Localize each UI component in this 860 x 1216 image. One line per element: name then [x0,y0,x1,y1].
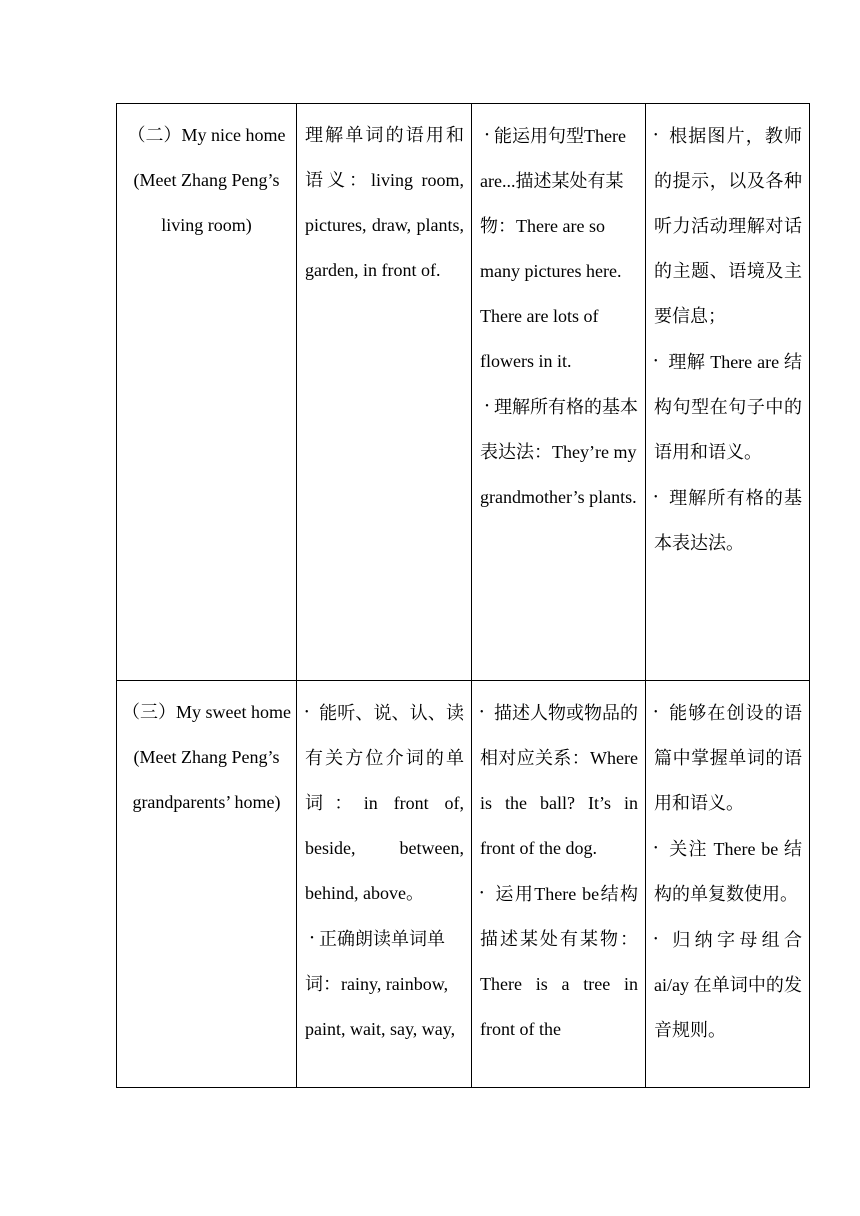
bullet-icon: • [654,934,658,945]
bullet-icon: • [480,888,484,899]
objective-item [480,384,638,520]
objective-item [654,475,802,566]
objective-text: 描述人物或物品的相对应关系：Where is the ball? It’s in front of the dog. [480,703,638,858]
lesson-title-cell [117,681,297,1088]
table-row [117,104,810,681]
objective-text: 能运用句型There are...描述某处有某物：There are so many pictures here. There are lots of flowers in it. [480,126,626,371]
objective-text: 理解 There are 结构句型在句子中的语用和语义。 [654,352,802,462]
bullet-icon: • [654,130,658,141]
objective-text: 理解所有格的基本表达法：They’re my grandmother’s plants. [480,397,638,507]
bullet-icon: • [305,707,309,718]
objective-text: 运用There be结构描述某处有某物：There is a tree in front of the [480,884,638,1039]
objective-text: 正确朗读单词单词：rainy, rainbow, paint, wait, say, way, [305,929,456,1039]
sentence-objectives-cell [472,681,646,1088]
bullet-icon: • [654,492,658,503]
objective-item [654,339,802,475]
objective-text: 能够在创设的语篇中掌握单词的语用和语义。 [654,703,802,813]
objective-item [654,690,802,826]
bullet-icon: • [654,356,658,367]
lesson-title-cell [117,104,297,681]
objective-text: 关注 There be 结构的单复数使用。 [654,839,802,904]
objective-item [305,916,464,1052]
lesson-title: （二）My nice home [127,125,286,145]
objective-item [305,690,464,916]
vocabulary-objectives-cell [297,104,472,681]
teaching-goals-cell [646,681,810,1088]
objective-item [480,690,638,871]
lesson-subtitle: (Meet Zhang Peng’s grandparents’ home) [132,747,281,812]
bullet-icon: • [485,401,489,412]
objective-text: 能听、说、认、读有关方位介词的单词：in front of, beside, between, behind, above。 [305,703,464,903]
bullet-icon: • [654,707,658,718]
bullet-icon: • [480,707,484,718]
objective-text: 根据图片，教师的提示，以及各种听力活动理解对话的主题、语境及主要信息； [654,126,802,326]
objective-item [480,871,638,1052]
lesson-title: （三）My sweet home [122,702,291,722]
objective-text: 理解所有格的基本表达法。 [654,488,802,553]
lesson-plan-table [116,103,810,1088]
lesson-subtitle: (Meet Zhang Peng’s living room) [133,170,280,235]
table-row [117,681,810,1088]
objective-text: 归纳字母组合 ai/ay 在单词中的发音规则。 [654,930,802,1040]
bullet-icon: • [654,843,658,854]
objective-item [654,917,802,1053]
objective-item [654,826,802,917]
sentence-objectives-cell [472,104,646,681]
objective-item [654,113,802,339]
vocabulary-objectives-cell [297,681,472,1088]
objective-text: 理解单词的语用和语义：living room, pictures, draw, plants, garden, in front of. [305,125,464,280]
teaching-goals-cell [646,104,810,681]
objective-item [480,113,638,384]
bullet-icon: • [485,130,489,141]
bullet-icon: • [310,933,314,944]
